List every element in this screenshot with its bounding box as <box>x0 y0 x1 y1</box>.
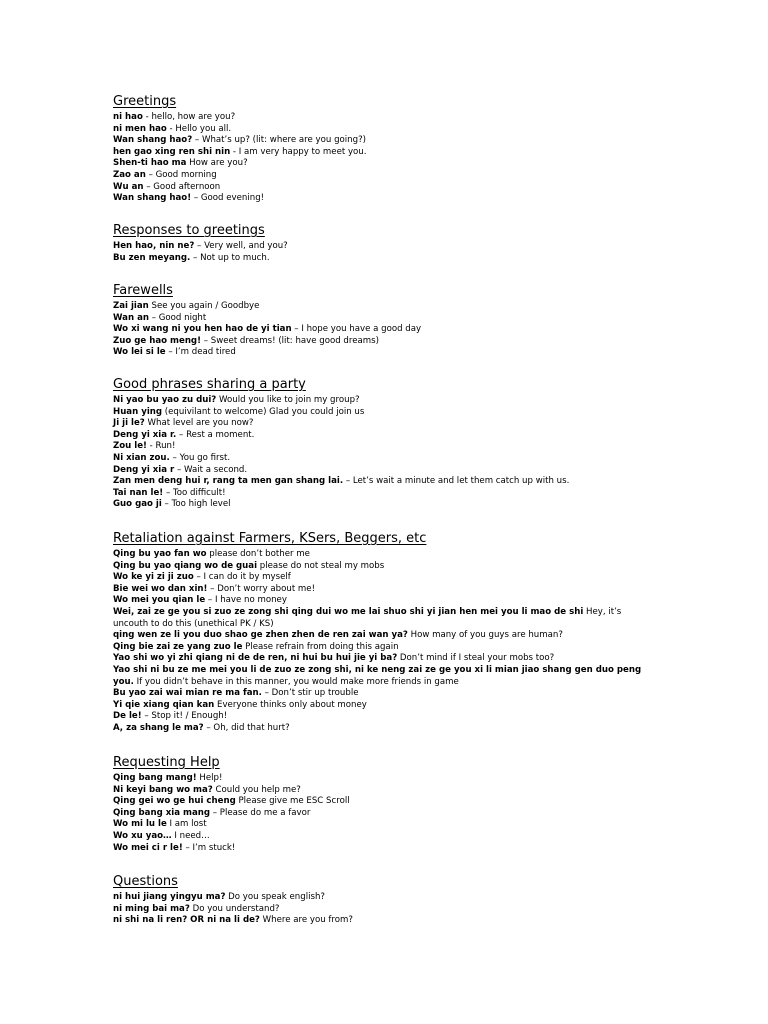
english-translation: Do you speak english? <box>225 892 325 902</box>
pinyin-phrase: Zao an <box>113 169 146 180</box>
english-translation: Please give me ESC Scroll <box>235 796 350 807</box>
pinyin-phrase: Qing bang mang! <box>113 773 197 783</box>
phrase-entry <box>113 773 673 785</box>
section-party-phrases <box>113 377 673 511</box>
phrase-entry <box>113 796 673 808</box>
pinyin-phrase: Qing bang xia mang <box>113 807 211 818</box>
phrase-entry <box>113 453 673 465</box>
english-translation: - Run! <box>146 441 176 452</box>
phrase-entry <box>113 418 673 430</box>
english-translation: How are you? <box>186 158 248 169</box>
pinyin-phrase: ni ming bai ma? <box>113 903 190 914</box>
pinyin-phrase: Wo lei si le <box>113 347 166 358</box>
phrase-list <box>113 549 673 735</box>
english-translation: – Stop it! / Enough! <box>141 711 228 722</box>
english-translation: – Rest a moment. <box>176 429 255 440</box>
english-translation: Would you like to join my group? <box>216 395 360 405</box>
english-translation: – Let’s wait a minute and let them catch up with us. <box>343 476 570 487</box>
pinyin-phrase: A, za shang le ma? <box>113 722 204 733</box>
english-translation: – Too high level <box>161 499 231 510</box>
english-translation: – Good morning <box>145 169 217 180</box>
english-translation: – I hope you have a good day <box>291 324 422 335</box>
phrase-entry <box>113 158 673 170</box>
pinyin-phrase: Yi qie xiang qian kan <box>113 699 215 710</box>
phrase-list <box>113 301 673 359</box>
english-translation: What level are you now? <box>144 418 254 429</box>
pinyin-phrase: Bu zen meyang. <box>113 252 191 263</box>
phrase-entry <box>113 665 658 688</box>
phrase-entry <box>113 499 673 511</box>
phrase-entry <box>113 430 673 442</box>
pinyin-phrase: Hen hao, nin ne? <box>113 241 195 251</box>
pinyin-phrase: Wan an <box>113 312 149 323</box>
pinyin-phrase: Zuo ge hao meng! <box>113 335 202 346</box>
phrase-entry <box>113 135 673 147</box>
phrase-entry <box>113 336 673 348</box>
pinyin-phrase: Qing bie zai ze yang zuo le <box>113 641 243 652</box>
english-translation: – I can do it by myself <box>193 572 291 583</box>
phrase-entry <box>113 915 673 927</box>
pinyin-phrase: Wu an <box>113 181 144 192</box>
phrase-entry <box>113 253 673 265</box>
phrase-entry <box>113 607 658 630</box>
phrase-entry <box>113 843 673 855</box>
pinyin-phrase: Tai nan le! <box>113 487 164 498</box>
pinyin-phrase: Wo xi wang ni you hen hao de yi tian <box>113 324 292 335</box>
english-translation: Do you understand? <box>189 903 280 914</box>
section-responses-to-greetings <box>113 223 673 264</box>
section-heading: Responses to greetings <box>113 223 265 238</box>
section-retaliation <box>113 531 673 735</box>
english-translation: I need… <box>171 830 210 841</box>
pinyin-phrase: Guo gao ji <box>113 499 162 510</box>
english-translation: – Good evening! <box>191 193 265 204</box>
section-heading: Requesting Help <box>113 755 220 770</box>
pinyin-phrase: ni men hao <box>113 123 167 134</box>
phrase-entry <box>113 723 673 735</box>
pinyin-phrase: Wo mei ci r le! <box>113 842 183 853</box>
phrase-entry <box>113 630 673 642</box>
phrase-entry <box>113 711 673 723</box>
section-heading: Greetings <box>113 94 177 109</box>
english-translation: – Oh, did that hurt? <box>203 722 290 733</box>
english-translation: Everyone thinks only about money <box>214 699 367 710</box>
english-translation: – Too difficult! <box>163 487 226 498</box>
pinyin-phrase: Deng yi xia r <box>113 464 175 475</box>
phrase-entry <box>113 595 673 607</box>
pinyin-phrase: Ni yao bu yao zu dui? <box>113 395 217 405</box>
english-translation: Could you help me? <box>212 784 301 795</box>
pinyin-phrase: Wan shang hao! <box>113 193 192 204</box>
phrase-entry <box>113 313 673 325</box>
english-translation: If you didn’t behave in this manner, you would make more friends in game <box>133 676 459 687</box>
section-heading: Farewells <box>113 283 173 298</box>
pinyin-phrase: Wan shang hao? <box>113 135 193 146</box>
pinyin-phrase: Deng yi xia r. <box>113 429 177 440</box>
pinyin-phrase: qing wen ze li you duo shao ge zhen zhen de ren zai wan ya? <box>113 630 408 641</box>
phrase-entry <box>113 170 673 182</box>
pinyin-phrase: Yao shi wo yi zhi qiang ni de de ren, ni hui bu hui jie yi ba? <box>113 653 398 664</box>
section-heading: Retaliation against Farmers, KSers, Beggers, etc <box>113 531 427 546</box>
pinyin-phrase: Ni xian zou. <box>113 452 170 463</box>
section-farewells <box>113 283 673 359</box>
phrase-list <box>113 892 673 927</box>
pinyin-phrase: Bie wei wo dan xin! <box>113 583 208 594</box>
english-translation: - I am very happy to meet you. <box>230 146 367 157</box>
section-heading: Good phrases sharing a party <box>113 377 306 392</box>
phrase-list <box>113 241 673 264</box>
phrase-entry <box>113 700 673 712</box>
pinyin-phrase: Zai jian <box>113 301 149 311</box>
pinyin-phrase: Wo ke yi zi ji zuo <box>113 572 194 583</box>
pinyin-phrase: Zan men deng hui r, rang ta men gan shang lai. <box>113 476 344 487</box>
english-translation: Don’t mind if I steal your mobs too? <box>397 653 555 664</box>
phrase-entry <box>113 476 673 488</box>
phrase-entry <box>113 347 673 359</box>
english-translation: (equivilant to welcome) Glad you could join us <box>162 406 365 417</box>
pinyin-phrase: ni hao <box>113 112 143 122</box>
english-translation: – You go first. <box>169 452 231 463</box>
pinyin-phrase: Bu yao zai wai mian re ma fan. <box>113 688 262 699</box>
english-translation: Where are you from? <box>259 915 353 926</box>
english-translation: – Not up to much. <box>190 252 270 263</box>
phrase-entry <box>113 808 673 820</box>
pinyin-phrase: Zou le! <box>113 441 147 452</box>
pinyin-phrase: hen gao xing ren shi nin <box>113 146 231 157</box>
phrase-entry <box>113 561 673 573</box>
phrase-entry <box>113 785 673 797</box>
phrase-entry <box>113 301 673 313</box>
english-translation: – Please do me a favor <box>210 807 311 818</box>
phrase-entry <box>113 124 673 136</box>
english-translation: Please refrain from doing this again <box>242 641 399 652</box>
phrase-entry <box>113 584 673 596</box>
phrase-entry <box>113 819 673 831</box>
phrase-entry <box>113 688 673 700</box>
english-translation: – Sweet dreams! (lit: have good dreams) <box>201 335 379 346</box>
english-translation: – I’m stuck! <box>182 842 236 853</box>
english-translation: – Wait a second. <box>174 464 248 475</box>
pinyin-phrase: Qing bu yao qiang wo de guai <box>113 560 258 571</box>
section-questions <box>113 874 673 927</box>
phrase-entry <box>113 441 673 453</box>
pinyin-phrase: De le! <box>113 711 142 722</box>
english-translation: - Hello you all. <box>166 123 232 134</box>
phrase-entry <box>113 488 673 500</box>
english-translation: – I’m dead tired <box>165 347 236 358</box>
english-translation: – Very well, and you? <box>194 241 288 251</box>
phrase-entry <box>113 904 673 916</box>
phrase-entry <box>113 653 673 665</box>
english-translation: Help! <box>196 773 223 783</box>
pinyin-phrase: Wo mi lu le <box>113 819 167 830</box>
english-translation: – Don’t worry about me! <box>207 583 316 594</box>
english-translation: Hey, it’s uncouth to do this (unethical PK / KS) <box>113 606 622 629</box>
pinyin-phrase: Wei, zai ze ge you si zuo ze zong shi qing dui wo me lai shuo shi yi jian hen mei you li mao de shi <box>113 606 584 617</box>
section-heading: Questions <box>113 874 178 889</box>
phrase-entry <box>113 465 673 477</box>
pinyin-phrase: Qing bu yao fan wo <box>113 549 207 559</box>
pinyin-phrase: Wo xu yao… <box>113 830 172 841</box>
pinyin-phrase: Shen-ti hao ma <box>113 158 187 169</box>
english-translation: How many of you guys are human? <box>407 630 563 641</box>
pinyin-phrase: Huan ying <box>113 406 163 417</box>
pinyin-phrase: Qing gei wo ge hui cheng <box>113 796 236 807</box>
section-requesting-help <box>113 755 673 854</box>
phrase-entry <box>113 112 673 124</box>
phrase-entry <box>113 831 673 843</box>
pinyin-phrase: ni hui jiang yingyu ma? <box>113 892 226 902</box>
phrase-entry <box>113 241 673 253</box>
section-greetings <box>113 94 673 205</box>
phrase-entry <box>113 572 673 584</box>
phrase-entry <box>113 147 673 159</box>
english-translation: - hello, how are you? <box>142 112 236 122</box>
phrase-entry <box>113 193 673 205</box>
english-translation: please do not steal my mobs <box>257 560 385 571</box>
phrase-entry <box>113 324 673 336</box>
pinyin-phrase: Ji ji le? <box>113 418 145 429</box>
pinyin-phrase: Wo mei you qian le <box>113 595 206 606</box>
english-translation: – I have no money <box>205 595 287 606</box>
phrase-entry <box>113 395 673 407</box>
english-translation: – Good night <box>149 312 207 323</box>
phrase-entry <box>113 182 673 194</box>
english-translation: – Good afternoon <box>143 181 221 192</box>
pinyin-phrase: ni shi na li ren? OR ni na li de? <box>113 915 260 926</box>
phrase-entry <box>113 549 673 561</box>
phrase-list <box>113 773 673 854</box>
phrase-entry <box>113 892 673 904</box>
pinyin-phrase: Ni keyi bang wo ma? <box>113 784 213 795</box>
english-translation: See you again / Goodbye <box>148 301 260 311</box>
english-translation: – What’s up? (lit: where are you going?) <box>192 135 366 146</box>
english-translation: I am lost <box>166 819 207 830</box>
phrase-entry <box>113 407 673 419</box>
phrase-list <box>113 112 673 205</box>
pinyin-phrase: Yao shi ni bu ze me mei you li de zuo ze zong shi, ni ke neng zai ze ge you xi li mian jiao shang gen duo peng you. <box>113 664 642 687</box>
phrase-entry <box>113 642 673 654</box>
english-translation: – Don’t stir up trouble <box>261 688 359 699</box>
phrase-list <box>113 395 673 511</box>
english-translation: please don’t bother me <box>206 549 310 559</box>
